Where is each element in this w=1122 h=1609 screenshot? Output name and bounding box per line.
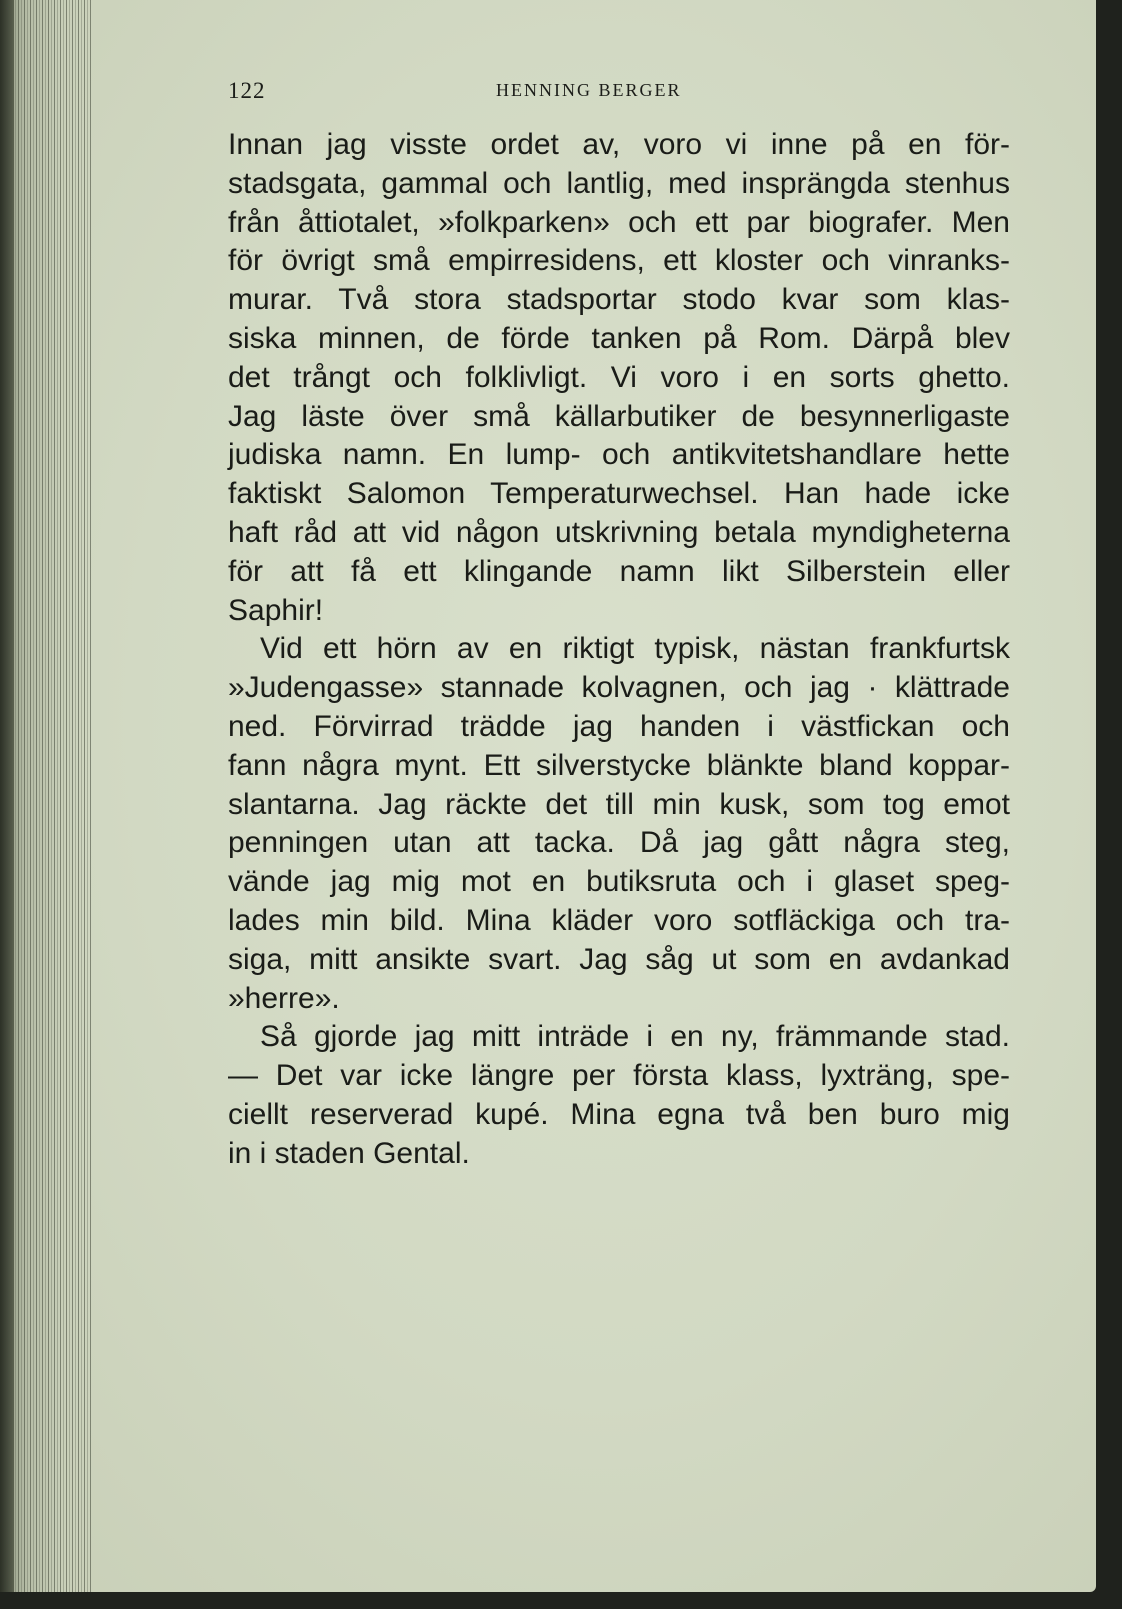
text-line: judiska namn. En lump- och antikvitetshandlare hette xyxy=(228,438,1010,472)
text-line: faktiskt Salomon Temperaturwechsel. Han hade icke xyxy=(228,477,1010,511)
text-line: Vid ett hörn av en riktigt typisk, nästan frankfurtsk xyxy=(260,632,1010,666)
text-line: ciellt reserverad kupé. Mina egna två ben buro mig xyxy=(228,1097,1010,1131)
text-line: det trångt och folklivligt. Vi voro i en sorts ghetto. xyxy=(228,360,1010,394)
paragraph xyxy=(228,1018,1010,1173)
page-header xyxy=(228,78,1008,102)
text-line: slantarna. Jag räckte det till min kusk, som tog emot xyxy=(228,787,1010,821)
text-line: för att få ett klingande namn likt Silberstein eller xyxy=(228,554,1010,588)
body-text xyxy=(228,126,1010,1174)
book-spine-shadow xyxy=(0,0,14,1592)
text-line: penningen utan att tacka. Då jag gått några steg, xyxy=(228,826,1010,860)
text-line: fann några mynt. Ett silverstycke blänkte bland koppar- xyxy=(228,748,1010,782)
paragraph xyxy=(228,126,1010,630)
text-line: haft råd att vid någon utskrivning betala myndigheterna xyxy=(228,515,1010,549)
text-line: Jag läste över små källarbutiker de besynnerligaste xyxy=(228,399,1010,433)
text-line: »herre». xyxy=(228,981,340,1015)
text-line: siga, mitt ansikte svart. Jag såg ut som en avdankad xyxy=(228,942,1010,976)
paragraph-list xyxy=(228,126,1010,1174)
text-line: för övrigt små empirresidens, ett kloster och vinranks- xyxy=(228,244,1010,278)
text-line: — Det var icke längre per första klass, lyxträng, spe- xyxy=(228,1059,1010,1093)
text-line: ned. Förvirrad trädde jag handen i västfickan och xyxy=(228,709,1010,743)
text-line: »Judengasse» stannade kolvagnen, och jag · klättrade xyxy=(228,671,1010,705)
text-line: stadsgata, gammal och lantlig, med insprängda stenhus xyxy=(228,166,1010,200)
running-head: HENNING BERGER xyxy=(496,80,682,100)
text-line: Saphir! xyxy=(228,593,324,627)
text-line: murar. Två stora stadsportar stodo kvar som klas- xyxy=(228,283,1010,317)
text-line: siska minnen, de förde tanken på Rom. Därpå blev xyxy=(228,321,1010,355)
text-line: vände jag mig mot en butiksruta och i glaset speg- xyxy=(228,865,1010,899)
text-line: lades min bild. Mina kläder voro sotfläckiga och tra- xyxy=(228,903,1010,937)
text-line: in i staden Gental. xyxy=(228,1136,470,1170)
page-number: 122 xyxy=(228,78,266,103)
text-line: Så gjorde jag mitt inträde i en ny, främmande stad. xyxy=(260,1020,1010,1054)
text-line: från åttiotalet, »folkparken» och ett par biografer. Men xyxy=(228,205,1010,239)
text-line: Innan jag visste ordet av, voro vi inne på en för- xyxy=(228,128,1010,161)
paragraph xyxy=(228,630,1010,1018)
